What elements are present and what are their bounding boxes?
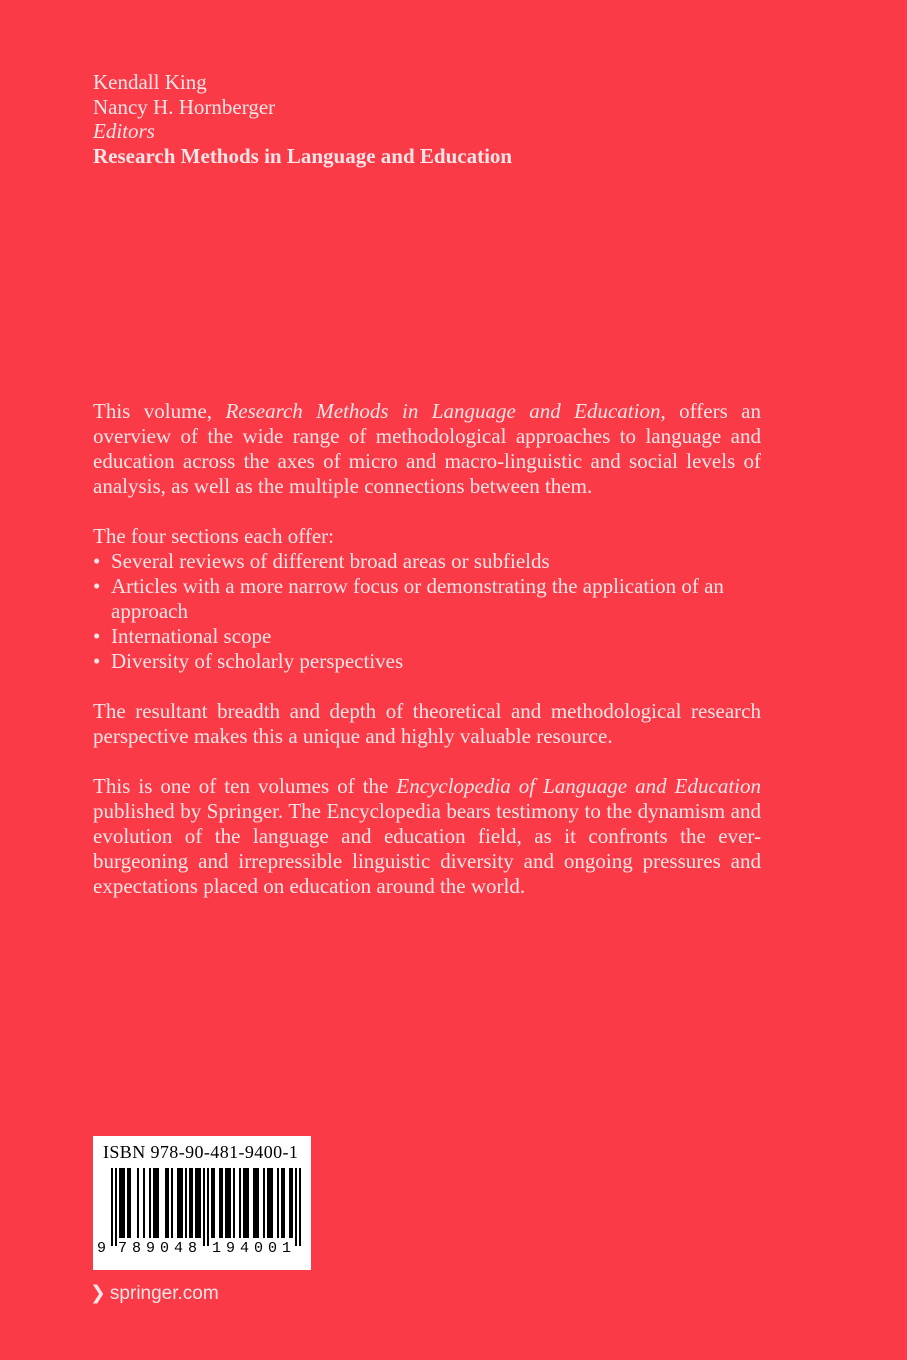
barcode-bar bbox=[185, 1168, 187, 1238]
barcode-bar bbox=[189, 1168, 193, 1238]
publisher-url: springer.com bbox=[109, 1283, 219, 1304]
barcode-bar bbox=[149, 1168, 151, 1238]
encyclopedia-title: Encyclopedia of Language and Education bbox=[396, 774, 761, 798]
barcode-bar bbox=[239, 1168, 241, 1238]
editor-name: Kendall King bbox=[93, 70, 207, 94]
bullet-icon: • bbox=[93, 549, 101, 573]
barcode-digit: 7 bbox=[118, 1240, 128, 1257]
barcode-bar bbox=[127, 1168, 131, 1238]
barcode-digit: 4 bbox=[174, 1240, 184, 1257]
bullet-icon: • bbox=[93, 649, 101, 673]
isbn-label: ISBN 978-90-481-9400-1 bbox=[103, 1142, 299, 1162]
barcode-bar bbox=[137, 1168, 139, 1238]
barcode-bar bbox=[295, 1168, 297, 1246]
book-title: Research Methods in Language and Education bbox=[93, 143, 513, 168]
barcode-digit: 9 bbox=[226, 1240, 236, 1257]
list-item: • International scope bbox=[93, 624, 272, 648]
barcode-graphic bbox=[111, 1168, 301, 1246]
barcode-bar bbox=[219, 1168, 223, 1238]
barcode-bar bbox=[143, 1168, 145, 1238]
barcode-bar bbox=[115, 1168, 117, 1246]
barcode-digit: 0 bbox=[268, 1240, 278, 1257]
publisher-link[interactable] bbox=[90, 1282, 219, 1305]
editors-block bbox=[93, 70, 512, 168]
barcode-bar bbox=[253, 1168, 259, 1238]
list-item: • Diversity of scholarly perspectives bbox=[93, 649, 404, 673]
editors-role: Editors bbox=[93, 119, 155, 143]
barcode-bar bbox=[211, 1168, 215, 1238]
barcode-bar bbox=[165, 1168, 169, 1238]
barcode-bar bbox=[277, 1168, 279, 1238]
barcode-bar bbox=[267, 1168, 273, 1238]
barcode-bar bbox=[263, 1168, 265, 1238]
list-item: • Articles with a more narrow focus or demonstrating the application of an approach bbox=[93, 574, 724, 623]
book-title-inline: Research Methods in Language and Education bbox=[225, 399, 661, 423]
barcode-digit: 0 bbox=[254, 1240, 264, 1257]
barcode-bar bbox=[243, 1168, 249, 1238]
barcode-bar bbox=[289, 1168, 293, 1238]
barcode-bar bbox=[225, 1168, 231, 1238]
barcode-bar bbox=[153, 1168, 159, 1238]
barcode-digit: 1 bbox=[212, 1240, 222, 1257]
barcode-bar bbox=[207, 1168, 209, 1246]
encyclopedia-paragraph: This is one of ten volumes of the Encyclopedia of Language and Education published by Springer. The Encyclopedia bears testimony to the dynamism and evolution of the language and education field, as it confronts the ever-burgeoning and irrepressible linguistic diversity and ongoing pressures and expectations placed on education around the world. bbox=[93, 774, 761, 898]
barcode-bar bbox=[171, 1168, 173, 1238]
barcode-bar bbox=[119, 1168, 125, 1238]
bullet-icon: • bbox=[93, 574, 101, 598]
editor-name: Nancy H. Hornberger bbox=[93, 94, 276, 119]
barcode-digit: 0 bbox=[160, 1240, 170, 1257]
barcode-digit: 4 bbox=[240, 1240, 250, 1257]
bullet-icon: • bbox=[93, 624, 101, 648]
sections-intro: The four sections each offer: bbox=[93, 524, 335, 548]
isbn-barcode-box bbox=[93, 1136, 311, 1270]
barcode-bar bbox=[195, 1168, 201, 1238]
value-paragraph: The resultant breadth and depth of theoretical and methodological research perspective makes this a unique and highly valuable resource. bbox=[93, 699, 761, 748]
barcode-digit: 9 bbox=[97, 1240, 107, 1257]
back-cover-blurb bbox=[93, 399, 761, 899]
list-item: • Several reviews of different broad areas or subfields bbox=[93, 549, 550, 573]
barcode-digit: 9 bbox=[146, 1240, 156, 1257]
barcode-bar bbox=[281, 1168, 285, 1238]
chevron-right-icon: ❯ bbox=[90, 1283, 106, 1304]
barcode-bar bbox=[203, 1168, 205, 1246]
intro-paragraph: This volume, Research Methods in Language and Education, offers an overview of the wide range of methodological approaches to language and education across the axes of micro and macro-linguistic and social levels of analysis, as well as the multiple connections between them. bbox=[93, 399, 762, 498]
sections-list bbox=[93, 549, 761, 674]
barcode-bar bbox=[299, 1168, 301, 1246]
barcode-digit: 8 bbox=[188, 1240, 198, 1257]
barcode-bar bbox=[111, 1168, 113, 1246]
barcode-bar bbox=[233, 1168, 235, 1238]
barcode-digit: 8 bbox=[132, 1240, 142, 1257]
barcode-digit: 1 bbox=[282, 1240, 292, 1257]
barcode-bar bbox=[177, 1168, 183, 1238]
